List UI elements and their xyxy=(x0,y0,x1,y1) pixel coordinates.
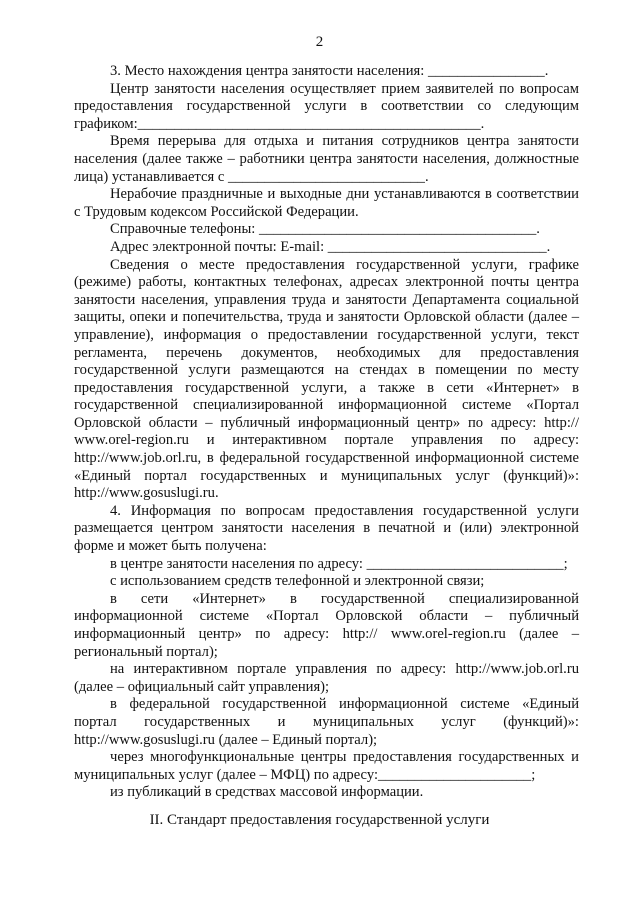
paragraph-item-4: 4. Информация по вопросам предоставления государственной услуги размещается центром занятости населения в печатной и (или) электронной форме и может быть получена: xyxy=(74,502,579,555)
paragraph-email: Адрес электронной почты: E-mail: ______________________________. xyxy=(110,238,551,255)
paragraph-holidays: Нерабочие праздничные и выходные дни устанавливаются в соответствии с Трудовым кодексом Российской Федерации. xyxy=(74,186,579,220)
list-item-internet-regional-portal: в сети «Интернет» в государственной специализированной информационной системе «Портал Орловской области – публичный информационный центр» по адресу: http:// www.orel-region.ru (далее – региональный портал); xyxy=(74,590,579,660)
paragraph-schedule: Центр занятости населения осуществляет прием заявителей по вопросам предоставления государственной услуги в соответствии со следующим графиком:_______________________________________________. xyxy=(74,80,579,132)
list-item-phone-communication: с использованием средств телефонной и электронной связи; xyxy=(110,573,485,590)
list-item-mfc: через многофункциональные центры предоставления государственных и муниципальных услуг (далее – МФЦ) по адресу:_____________________; xyxy=(74,749,579,783)
paragraph-information-placement: Сведения о месте предоставления государственной услуги, графике (режиме) работы, контактных телефонах, адресах электронной почты центра занятости населения, управления труда и занятости Департамента социальной защиты, опеки и попечительства, труда и занятости Орловской области (далее – управление), информация о предоставлении государственной услуги, текст регламента, перечень документов, необходимых для предоставления государственной услуги размещаются на стендах в помещении по месту предоставления государственной услуги, а также в сети «Интернет» в государственной специализированной информационной системе «Портал Орловской области – публичный информационный центр» по адресу: http:// www.orel-region.ru и интерактивном портале управления по адресу: http://www.job.orl.ru, в федеральной государственной информационной системе «Единый портал государственных и муниципальных услуг (функций)»: http://www.gosuslugi.ru. xyxy=(74,256,579,502)
list-item-mass-media: из публикаций в средствах массовой информации. xyxy=(110,784,424,801)
paragraph-break-time: Время перерыва для отдыха и питания сотрудников центра занятости населения (далее также – работники центра занятости населения, должностные лица) устанавливается с ___________________________. xyxy=(74,133,579,185)
list-item-official-site: на интерактивном портале управления по адресу: http://www.job.orl.ru (далее – официальный сайт управления); xyxy=(74,661,579,695)
paragraph-phones: Справочные телефоны: ______________________________________. xyxy=(110,221,540,238)
list-item-unified-portal: в федеральной государственной информационной системе «Единый портал государственных и муниципальных услуг (функций)»: http://www.gosuslugi.ru (далее – Единый портал); xyxy=(74,696,579,748)
document-body xyxy=(74,63,579,802)
list-item-address: в центре занятости населения по адресу: ___________________________; xyxy=(110,555,568,572)
paragraph-location: 3. Место нахождения центра занятости населения: ________________. xyxy=(110,63,549,79)
page-number: 2 xyxy=(315,34,324,50)
section-heading: II. Стандарт предоставления государственной услуги xyxy=(149,812,490,828)
